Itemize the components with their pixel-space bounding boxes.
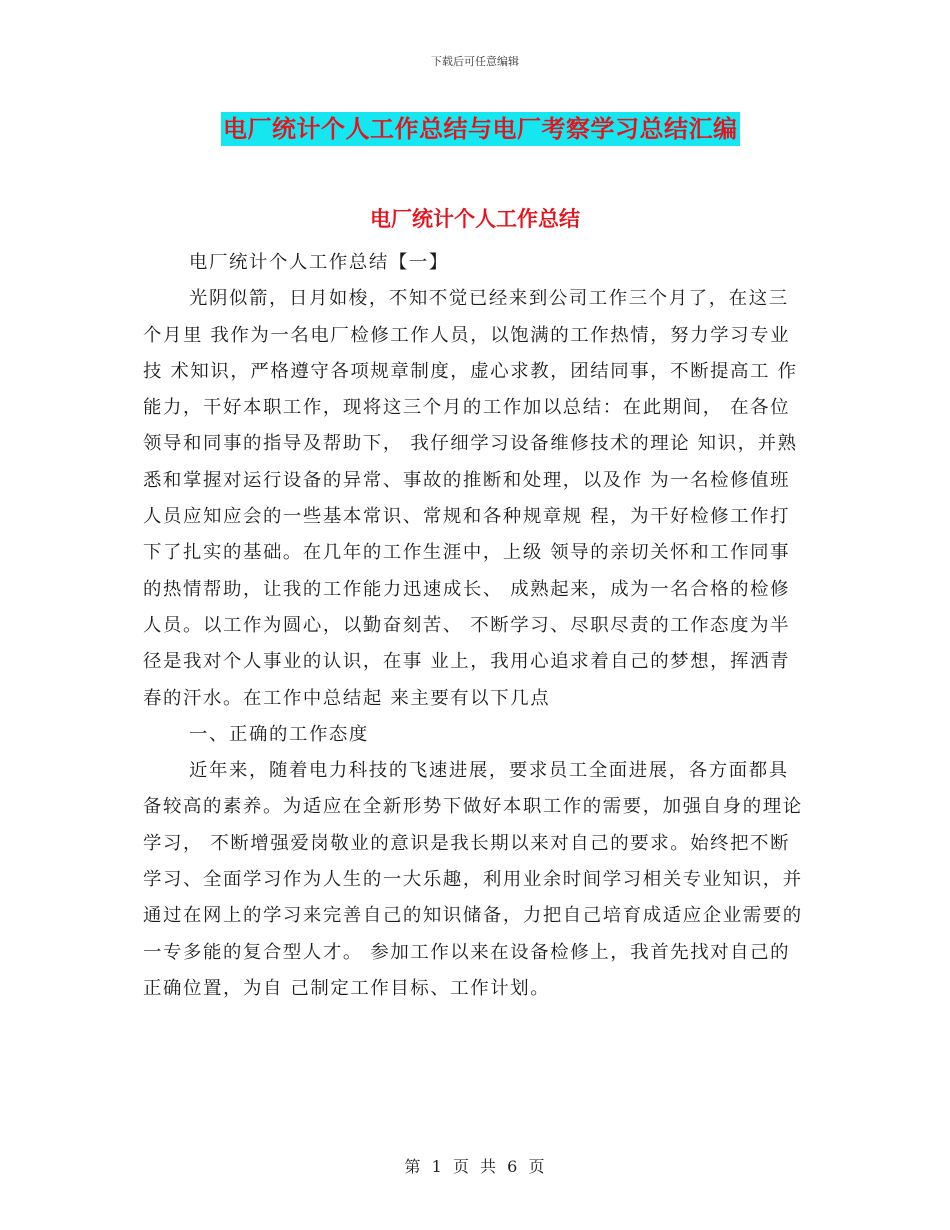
footer-prefix: 第 (404, 1157, 422, 1176)
header-note: 下载后可任意编辑 (431, 55, 519, 68)
footer-total-unit: 页 (528, 1157, 546, 1176)
page-footer (0, 1154, 950, 1177)
footer-page-unit: 页 (452, 1157, 470, 1176)
paragraph: 近年来，随着电力科技的飞速进展，要求员工全面进展，各方面都具备较高的素养。为适应在全新形势下做好本职工作的需要，加强自身的理论学习， 不断增强爱岗敬业的意识是我长期以来对自己的要求。始终把不断学习、全面学习作为人生的一大乐趣，利用业余时间学习相关专业知识，并通过在网上的学习来完善自己的知识储备，力把自己培育成适应企业需要的一专多能的复合型人才。 参加工作以来在设备检修上，我首先找对自己的正确位置，为自 己制定工作目标、工作计划。 (143, 760, 803, 999)
footer-total-prefix: 共 (480, 1157, 498, 1176)
document-title: 电厂统计个人工作总结与电厂考察学习总结汇编 (221, 112, 740, 146)
footer-page-number: 1 (431, 1157, 443, 1176)
paragraph: 光阴似箭，日月如梭，不知不觉已经来到公司工作三个月了，在这三个月里 我作为一名电厂检修工作人员，以饱满的工作热情，努力学习专业技 术知识，严格遵守各项规章制度，虚心求教，团结同事，不断提高工 作能力，干好本职工作，现将这三个月的工作加以总结：在此期间， 在各位领导和同事的指导及帮助下， 我仔细学习设备维修技术的理论 知识，并熟悉和掌握对运行设备的异常、事故的推断和处理，以及作 为一名检修值班人员应知应会的一些基本常识、常规和各种规章规 程，为干好检修工作打下了扎实的基础。在几年的工作生涯中，上级 领导的亲切关怀和工作同事的热情帮助，让我的工作能力迅速成长、 成熟起来，成为一名合格的检修人员。以工作为圆心，以勤奋刻苦、 不断学习、尽职尽责的工作态度为半径是我对个人事业的认识，在事 业上，我用心追求着自己的梦想，挥洒青春的汗水。在工作中总结起 来主要有以下几点 (143, 288, 798, 709)
document-body (143, 245, 805, 1007)
footer-total-pages: 6 (507, 1157, 519, 1176)
subsection-heading: 电厂统计个人工作总结【一】 (189, 252, 449, 273)
subsection-heading: 一、正确的工作态度 (189, 723, 369, 745)
section-title: 电厂统计个人工作总结 (370, 206, 580, 231)
